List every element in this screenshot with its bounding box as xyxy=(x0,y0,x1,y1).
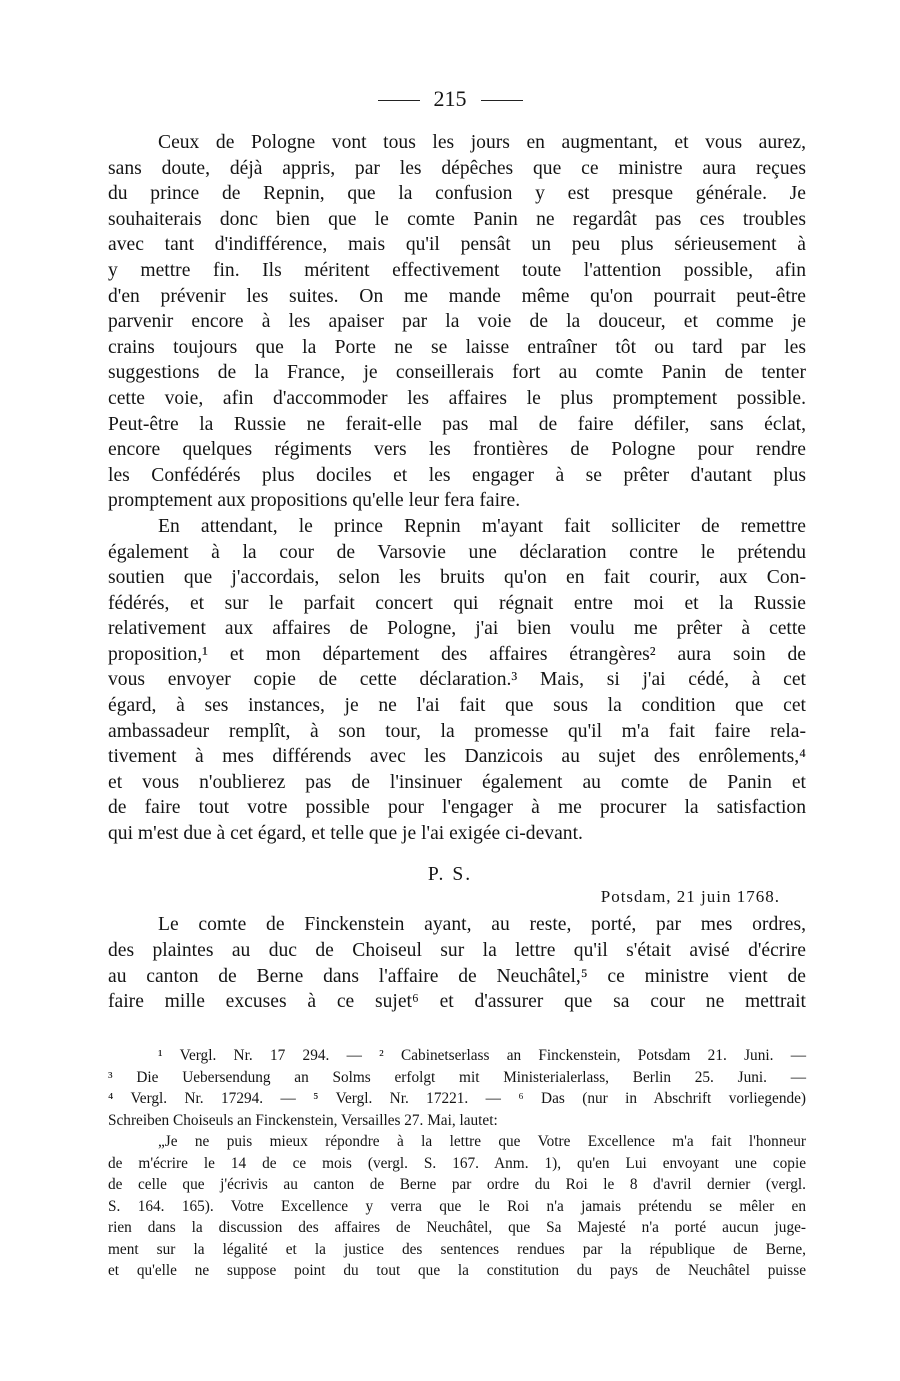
text-line: tivement à mes différends avec les Danzicois au sujet des enrôlements,⁴ xyxy=(108,746,806,768)
page-number: 215 xyxy=(433,86,467,111)
text-line: d'en prévenir les suites. On me mande même qu'on pourrait peut-être xyxy=(108,285,806,307)
text-line: ambassadeur remplît, à son tour, la promesse qu'il m'a fait faire rela- xyxy=(108,720,806,742)
header-dash-left xyxy=(378,100,420,101)
footnote-line: rien dans la discussion des affaires de Neuchâtel, que Sa Majesté n'a porté aucun juge- xyxy=(108,1219,806,1236)
footnote-line: ment sur la légalité et la justice des sentences rendues par la république de Berne, xyxy=(108,1240,806,1258)
text-line: de faire tout votre possible pour l'engager à me procurer la satisfaction xyxy=(108,797,806,819)
page-header xyxy=(0,86,900,112)
footnote-line: ³ Die Uebersendung an Solms erfolgt mit Ministerialerlass, Berlin 25. Juni. — xyxy=(108,1068,806,1086)
text-line: fédérés, et sur le parfait concert qui régnait entre moi et la Russie xyxy=(108,592,806,614)
text-line: proposition,¹ et mon département des affaires étrangères² aura soin de xyxy=(108,643,806,665)
text-line: du prince de Repnin, que la confusion y est presque générale. Je xyxy=(108,183,806,205)
text-line: et vous n'oublierez pas de l'insinuer également au comte de Panin et xyxy=(108,771,806,793)
text-line: des plaintes au duc de Choiseul sur la lettre qu'il s'était avisé d'écrire xyxy=(108,939,806,961)
footnote-line: Schreiben Choiseuls an Finckenstein, Versailles 27. Mai, lautet: xyxy=(108,1111,498,1129)
text-line: sans doute, déjà appris, par les dépêches que ce ministre aura reçues xyxy=(108,157,806,179)
text-line: au canton de Berne dans l'affaire de Neuchâtel,⁵ ce ministre vient de xyxy=(108,965,806,987)
dateline: Potsdam, 21 juin 1768. xyxy=(600,887,780,906)
text-line: parvenir encore à les apaiser par la voie de la douceur, et comme je xyxy=(108,311,806,333)
footnote-line: ⁴ Vergl. Nr. 17294. — ⁵ Vergl. Nr. 17221. — ⁶ Das (nur in Abschrift vorliegende) xyxy=(108,1090,806,1107)
text-line: promptement aux propositions qu'elle leur fera faire. xyxy=(108,490,521,512)
main-text xyxy=(108,130,806,847)
footnote-line: „Je ne puis mieux répondre à la lettre que Votre Excellence m'a fait l'honneur xyxy=(158,1133,806,1150)
text-line: Ceux de Pologne vont tous les jours en augmentant, et vous aurez, xyxy=(158,132,806,153)
ps-text xyxy=(108,912,806,1015)
text-line: les Confédérés plus dociles et les engager à se prêter d'autant plus xyxy=(108,464,806,486)
text-line: suggestions de la France, je conseillerais fort au comte Panin de tenter xyxy=(108,362,806,384)
header-dash-right xyxy=(481,100,523,101)
text-line: encore quelques régiments vers les frontières de Pologne pour rendre xyxy=(108,439,806,461)
text-line: relativement aux affaires de Pologne, j'ai bien voulu me prêter à cette xyxy=(108,618,806,640)
footnote-line: ¹ Vergl. Nr. 17 294. — ² Cabinetserlass an Finckenstein, Potsdam 21. Juni. — xyxy=(158,1047,806,1064)
text-line: Peut-être la Russie ne ferait-elle pas mal de faire défiler, sans éclat, xyxy=(108,413,806,435)
text-line: souhaiterais donc bien que le comte Panin ne regardât pas ces troubles xyxy=(108,208,806,230)
text-line: vous envoyer copie de cette déclaration.³ Mais, si j'ai cédé, à cet xyxy=(108,669,806,691)
text-line: crains toujours que la Porte ne se laisse entraîner tôt ou tard par les xyxy=(108,336,806,358)
text-line: soutien que j'accordais, selon les bruits qu'on en fait courir, aux Con- xyxy=(108,567,806,589)
footnotes xyxy=(108,1045,806,1282)
footnote-line: et qu'elle ne suppose point du tout que la constitution du pays de Neuchâtel puisse xyxy=(108,1262,806,1279)
footnote-line: de celle que j'écrivis au canton de Berne par ordre du Roi le 8 d'avril dernier (vergl. xyxy=(108,1176,806,1193)
text-line: cette voie, afin d'accommoder les affaires le plus promptement possible. xyxy=(108,387,806,409)
text-line: faire mille excuses à ce sujet⁶ et d'assurer que sa cour ne mettrait xyxy=(108,991,806,1013)
text-line: avec tant d'indifférence, mais qu'il pensât un peu plus sérieusement à xyxy=(108,234,806,256)
text-line: y mettre fin. Ils méritent effectivement toute l'attention possible, afin xyxy=(108,259,806,281)
text-line: En attendant, le prince Repnin m'ayant fait solliciter de remettre xyxy=(158,515,806,537)
footnote-line: S. 164. 165). Votre Excellence y verra que le Roi n'a jamais prétendu se mêler en xyxy=(108,1197,806,1215)
text-line: qui m'est due à cet égard, et telle que je l'ai exigée ci-devant. xyxy=(108,823,583,845)
footnote-line: de m'écrire le 14 de ce mois (vergl. S. 167. Anm. 1), qu'en Lui envoyant une copie xyxy=(108,1154,806,1172)
text-line: Le comte de Finckenstein ayant, au reste, porté, par mes ordres, xyxy=(158,914,806,935)
ps-heading: P. S. xyxy=(427,864,473,885)
text-line: égard, à ses instances, je ne l'ai fait que sous la condition que cet xyxy=(108,695,806,717)
text-line: également à la cour de Varsovie une déclaration contre le prétendu xyxy=(108,541,806,563)
